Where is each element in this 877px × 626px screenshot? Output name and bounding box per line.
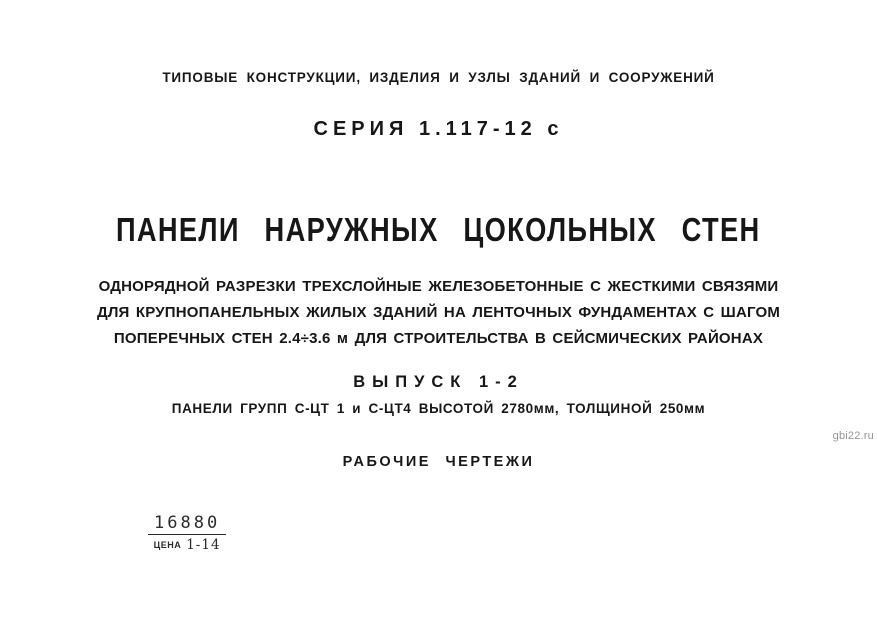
working-drawings-line: РАБОЧИЕ ЧЕРТЕЖИ	[342, 454, 535, 470]
inventory-number: 16880	[148, 514, 226, 535]
description-line-2: ДЛЯ КРУПНОПАНЕЛЬНЫХ ЖИЛЫХ ЗДАНИЙ НА ЛЕНТОЧНЫХ ФУНДАМЕНТАХ С ШАГОМ	[96, 304, 781, 321]
main-title	[0, 212, 877, 248]
price-label: ЦЕНА	[153, 539, 182, 550]
site-watermark: gbi22.ru	[832, 430, 874, 442]
issue-number-line: ВЫПУСК 1-2	[353, 373, 524, 391]
main-title-text: ПАНЕЛИ НАРУЖНЫХ ЦОКОЛЬНЫХ СТЕН	[116, 210, 761, 249]
inventory-price-stamp	[148, 514, 226, 554]
price-row	[148, 536, 226, 554]
description-line-3: ПОПЕРЕЧНЫХ СТЕН 2.4÷3.6 м ДЛЯ СТРОИТЕЛЬСТВА В СЕЙСМИЧЕСКИХ РАЙОНАХ	[113, 330, 764, 347]
panel-groups-line: ПАНЕЛИ ГРУПП С-ЦТ 1 и С-ЦТ4 ВЫСОТОЙ 2780мм, ТОЛЩИНОЙ 250мм	[171, 401, 706, 416]
description-line-1: ОДНОРЯДНОЙ РАЗРЕЗКИ ТРЕХСЛОЙНЫЕ ЖЕЛЕЗОБЕТОННЫЕ С ЖЕСТКИМИ СВЯЗЯМИ	[98, 278, 779, 295]
document-category-line: ТИПОВЫЕ КОНСТРУКЦИИ, ИЗДЕЛИЯ И УЗЛЫ ЗДАНИЙ И СООРУЖЕНИЙ	[162, 70, 715, 85]
price-value: 1-14	[186, 536, 221, 553]
series-number-line: СЕРИЯ 1.117-12 с	[313, 118, 564, 140]
